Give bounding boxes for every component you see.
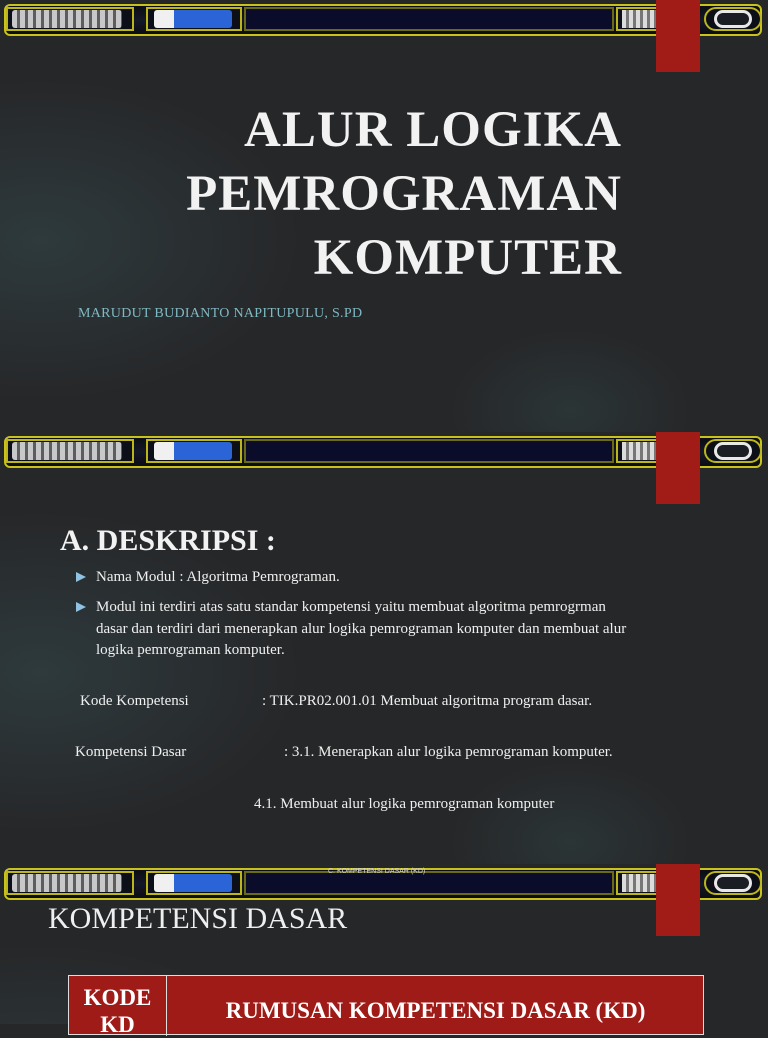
program-logo-icon xyxy=(154,10,232,28)
slide-title-text xyxy=(186,98,622,290)
emblem-icon xyxy=(714,10,752,28)
kode-kompetensi-value: : TIK.PR02.001.01 Membuat algoritma program dasar. xyxy=(262,693,593,709)
program-logo-icon xyxy=(154,442,232,460)
bullet-item xyxy=(76,597,636,685)
emblem-icon xyxy=(714,874,752,892)
bullet-text: Modul ini terdiri atas satu standar kompetensi yaitu membuat algoritma pemrogrman dasar dan terdiri dari menerapkan alur logika pemrograman komputer dan membuat alur logika pemrograman komputer. xyxy=(96,599,627,658)
header-banner xyxy=(4,4,762,36)
slide-title xyxy=(0,0,768,432)
school-logo-icon xyxy=(12,10,122,28)
emblem-icon xyxy=(714,442,752,460)
red-tab-decoration xyxy=(656,864,700,936)
program-logo-icon xyxy=(154,874,232,892)
bullet-item xyxy=(76,567,636,589)
bullet-text: Nama Modul : Algoritma Pemrograman. xyxy=(96,569,340,585)
table-header-kode: KODE KD xyxy=(69,976,167,1036)
triangle-bullet-icon xyxy=(76,602,86,612)
kompetensi-dasar-item: : 3.1. Menerapkan alur logika pemrograman komputer. xyxy=(284,744,613,760)
red-tab-decoration xyxy=(656,0,700,72)
school-logo-icon xyxy=(12,442,122,460)
table-header-rumusan: RUMUSAN KOMPETENSI DASAR (KD) xyxy=(225,998,646,1023)
title-line: KOMPUTER xyxy=(313,230,622,286)
title-line: PEMROGRAMAN xyxy=(186,166,622,222)
kode-kompetensi-label: Kode Kompetensi xyxy=(80,693,189,709)
partner-logo-icon xyxy=(622,874,656,892)
triangle-bullet-icon xyxy=(76,572,86,582)
partner-logo-icon xyxy=(622,442,656,460)
banner-segment xyxy=(244,871,614,895)
red-tab-decoration xyxy=(656,432,700,504)
kompetensi-dasar-label: Kompetensi Dasar xyxy=(75,744,187,760)
author-name: MARUDUT BUDIANTO NAPITUPULU, S.PD xyxy=(78,306,363,321)
section-heading: A. DESKRIPSI : xyxy=(60,524,276,557)
slide-kompetensi-dasar xyxy=(0,864,768,1037)
title-line: ALUR LOGIKA xyxy=(244,102,622,158)
slide-description xyxy=(0,432,768,864)
section-heading: KOMPETENSI DASAR xyxy=(48,902,348,935)
kd-table xyxy=(68,975,704,1035)
school-logo-icon xyxy=(12,874,122,892)
partner-logo-icon xyxy=(622,10,656,28)
banner-segment xyxy=(244,439,614,463)
slide-caption: C. KOMPETENSI DASAR (KD) xyxy=(328,868,426,875)
banner-segment xyxy=(244,7,614,31)
header-banner xyxy=(4,436,762,468)
kompetensi-dasar-item: 4.1. Membuat alur logika pemrograman komputer xyxy=(254,796,555,812)
